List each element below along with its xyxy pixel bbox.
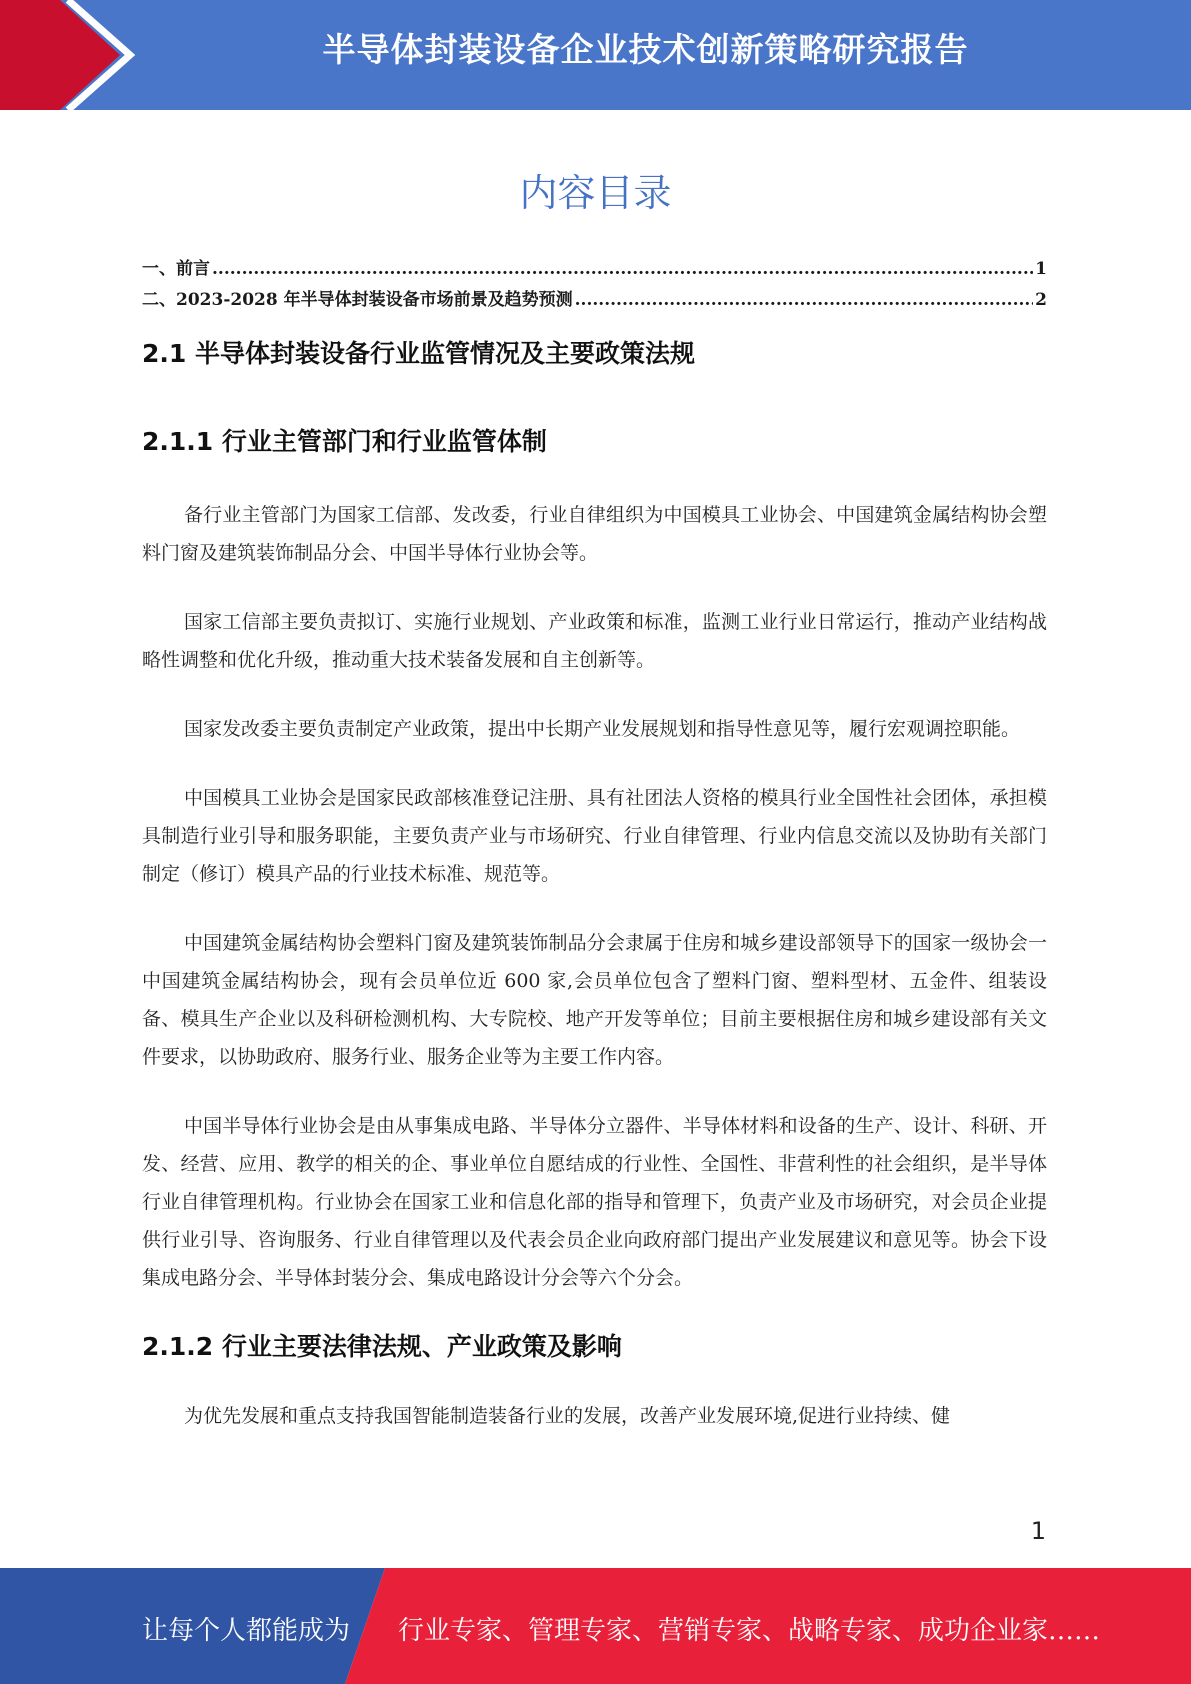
footer-banner	[0, 1568, 1191, 1684]
toc-entry-page: 1	[1035, 259, 1047, 279]
toc-entry[interactable]	[142, 254, 1047, 285]
toc-entry[interactable]	[142, 285, 1047, 316]
paragraph: 国家工信部主要负责拟订、实施行业规划、产业政策和标准，监测工业行业日常运行，推动产业结构战略性调整和优化升级，推动重大技术装备发展和自主创新等。	[142, 611, 1047, 671]
footer-slogan-left: 让每个人都能成为	[142, 1616, 351, 1646]
toc-title: 内容目录	[519, 171, 672, 215]
paragraph: 中国建筑金属结构协会塑料门窗及建筑装饰制品分会隶属于住房和城乡建设部领导下的国家一级协会一中国建筑金属结构协会，现有会员单位近 600 家,会员单位包含了塑料门窗、塑料型材、五金件、组装设备、模具生产企业以及科研检测机构、大专院校、地产开发等单位；目前主要根据住房和城乡建设部有关文件要求，以协助政府、服务行业、服务企业等为主要工作内容。	[142, 932, 1047, 1068]
header-arrow-decoration	[0, 0, 160, 110]
toc-entry-label: 二、2023-2028 年半导体封装设备市场前景及趋势预测	[142, 290, 573, 310]
section-heading-2-1: 2.1 半导体封装设备行业监管情况及主要政策法规	[142, 339, 695, 368]
paragraph: 中国模具工业协会是国家民政部核准登记注册、具有社团法人资格的模具行业全国性社会团体，承担模具制造行业引导和服务职能，主要负责产业与市场研究、行业自律管理、行业内信息交流以及协助有关部门制定（修订）模具产品的行业技术标准、规范等。	[142, 787, 1047, 885]
table-of-contents	[142, 254, 1047, 316]
paragraph: 国家发改委主要负责制定产业政策，提出中长期产业发展规划和指导性意见等，履行宏观调控职能。	[184, 718, 1021, 740]
paragraph: 备行业主管部门为国家工信部、发改委，行业自律组织为中国模具工业协会、中国建筑金属结构协会塑料门窗及建筑装饰制品分会、中国半导体行业协会等。	[142, 504, 1047, 564]
paragraph: 中国半导体行业协会是由从事集成电路、半导体分立器件、半导体材料和设备的生产、设计、科研、开发、经营、应用、教学的相关的企、事业单位自愿结成的行业性、全国性、非营利性的社会组织，是半导体行业自律管理机构。行业协会在国家工业和信息化部的指导和管理下，负责产业及市场研究，对会员企业提供行业引导、咨询服务、行业自律管理以及代表会员企业向政府部门提出产业发展建议和意见等。协会下设集成电路分会、半导体封装分会、集成电路设计分会等六个分会。	[142, 1115, 1047, 1289]
toc-leader-dots	[212, 259, 1033, 279]
report-header-bar	[0, 0, 1191, 110]
section-heading-2-1-2: 2.1.2 行业主要法律法规、产业政策及影响	[142, 1332, 622, 1361]
paragraph: 为优先发展和重点支持我国智能制造装备行业的发展，改善产业发展环境,促进行业持续、健	[184, 1405, 951, 1427]
section-heading-2-1-1: 2.1.1 行业主管部门和行业监管体制	[142, 427, 547, 456]
document-body	[142, 328, 1047, 1435]
toc-entry-label: 一、前言	[142, 259, 210, 279]
page-number: 1	[1030, 1517, 1046, 1545]
toc-leader-dots	[575, 290, 1034, 310]
report-title: 半导体封装设备企业技术创新策略研究报告	[322, 30, 969, 69]
footer-slogan-right: 行业专家、管理专家、营销专家、战略专家、成功企业家……	[398, 1616, 1101, 1646]
toc-entry-page: 2	[1035, 290, 1047, 310]
